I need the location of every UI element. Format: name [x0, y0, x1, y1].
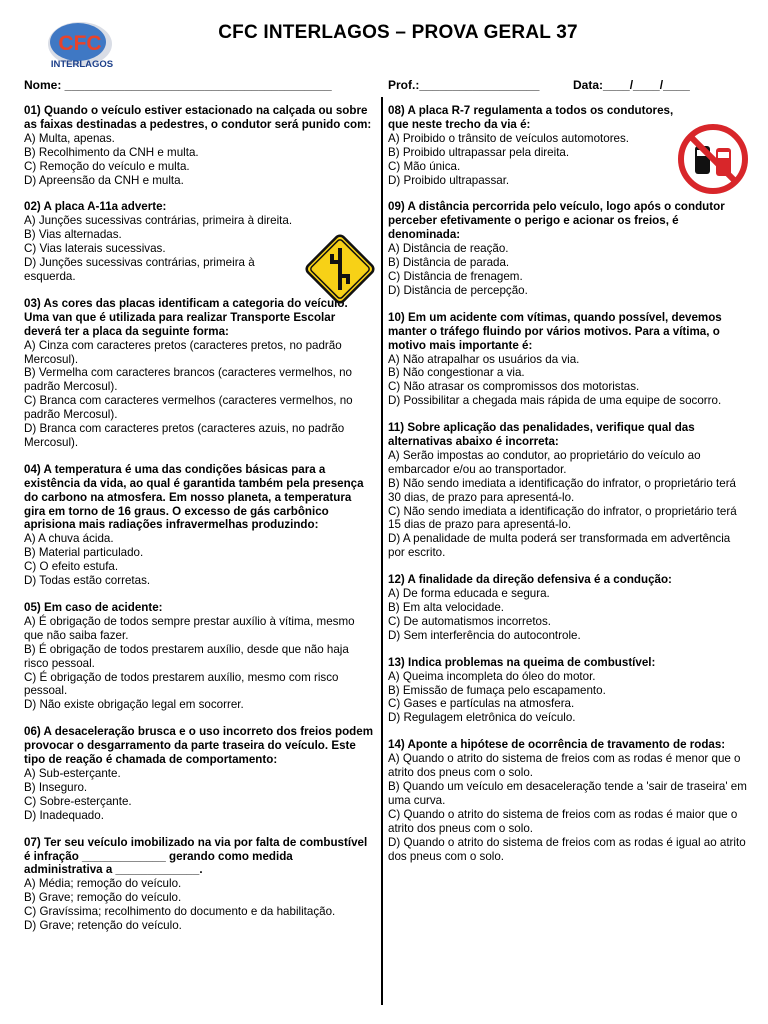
- option-c[interactable]: C) De automatismos incorretos.: [388, 614, 552, 628]
- question-stem: 12) A finalidade da direção defensiva é a condução:: [388, 573, 672, 587]
- option-b[interactable]: B) Distância de parada.: [388, 256, 510, 270]
- question-stem: 08) A placa R-7 regulamenta a todos os condutores, que neste trecho da via é:: [388, 104, 674, 131]
- option-d[interactable]: D) Distância de percepção.: [388, 283, 528, 297]
- question-stem: 11) Sobre aplicação das penalidades, verifique qual das alternativas abaixo é incorreta:: [388, 421, 695, 449]
- option-b[interactable]: B) Em alta velocidade.: [388, 601, 504, 614]
- option-a[interactable]: A) De forma educada e segura.: [388, 587, 550, 601]
- option-d[interactable]: D) Todas estão corretas.: [24, 574, 151, 588]
- question-09: [388, 200, 750, 297]
- option-d[interactable]: D) Regulagem eletrônica do veículo.: [388, 711, 576, 725]
- option-a[interactable]: A) Junções sucessivas contrárias, primeira à direita.: [24, 214, 293, 228]
- option-c[interactable]: C) Gravíssima; recolhimento do documento e da habilitação.: [24, 905, 336, 919]
- question-stem: 05) Em caso de acidente:: [24, 601, 163, 614]
- right-column: [388, 104, 750, 876]
- question-stem: 01) Quando o veículo estiver estacionado na calçada ou sobre as faixas destinadas a pedestres, o condutor será punido com:: [24, 104, 372, 131]
- option-a[interactable]: A) A chuva ácida.: [24, 532, 114, 546]
- option-d[interactable]: D) Inadequado.: [24, 808, 104, 822]
- option-a[interactable]: A) Proibido o trânsito de veículos automotores.: [388, 131, 630, 145]
- question-stem: 14) Aponte a hipótese de ocorrência de travamento de rodas:: [388, 738, 726, 752]
- question-13: [388, 656, 750, 726]
- question-10: [388, 311, 750, 408]
- option-a[interactable]: A) Distância de reação.: [388, 242, 509, 256]
- option-d[interactable]: D) Junções sucessivas contrárias, primeira à esquerda.: [24, 256, 255, 283]
- option-b[interactable]: B) Inseguro.: [24, 780, 88, 794]
- question-11: [388, 421, 750, 560]
- option-b[interactable]: B) Quando um veículo em desaceleração tende a 'sair de traseira' em uma curva.: [388, 779, 747, 807]
- option-c[interactable]: C) Quando o atrito do sistema de freios com as rodas é maior que o atrito dos pneus com o solo.: [388, 807, 738, 835]
- option-d[interactable]: D) Grave; retenção do veículo.: [24, 919, 182, 933]
- option-d[interactable]: D) Branca com caracteres pretos (caracteres azuis, no padrão Mercosul).: [24, 422, 345, 449]
- option-c[interactable]: C) O efeito estufa.: [24, 560, 119, 574]
- question-stem: 02) A placa A-11a adverte:: [24, 200, 167, 214]
- option-a[interactable]: A) É obrigação de todos sempre prestar auxílio à vítima, mesmo que não saiba fazer.: [24, 614, 355, 642]
- prof-field[interactable]: Prof.:__________________: [388, 78, 540, 92]
- question-12: [388, 573, 750, 643]
- option-b[interactable]: B) Vias alternadas.: [24, 228, 122, 242]
- option-c[interactable]: C) É obrigação de todos prestarem auxílio, mesmo com risco pessoal.: [24, 670, 339, 698]
- question-stem: 03) As cores das placas identificam a categoria do veículo. Uma van que é utilizada para realizar Transporte Escolar deverá ter a placa da seguinte forma:: [24, 296, 348, 338]
- option-d[interactable]: D) Não existe obrigação legal em socorrer.: [24, 698, 244, 712]
- no-overtaking-sign-r7-icon: [678, 124, 748, 194]
- option-c[interactable]: C) Gases e partículas na atmosfera.: [388, 697, 575, 711]
- logo-cfc-text: CFC: [58, 32, 102, 55]
- question-06: [24, 725, 374, 822]
- option-d[interactable]: D) Proibido ultrapassar.: [388, 173, 510, 187]
- option-c[interactable]: C) Distância de frenagem.: [388, 269, 523, 283]
- question-stem: 06) A desaceleração brusca e o uso incorreto dos freios podem provocar o desgarramento da parte traseira do veículo. Este tipo de reação é chamada de comportamento:: [24, 725, 374, 767]
- logo-interlagos-text: INTERLAGOS: [50, 59, 114, 70]
- option-a[interactable]: A) Quando o atrito do sistema de freios com as rodas é menor que o atrito dos pneus com o solo.: [388, 752, 741, 780]
- option-b[interactable]: B) Grave; remoção do veículo.: [24, 891, 182, 905]
- question-stem: 04) A temperatura é uma das condições básicas para a existência da vida, ao qual é garantida também pela presença do carbono na atmosfera. Em nosso planeta, a temperatura gira em torno de 16 graus. O excesso de gás carbônico aprisiona mais radiações infravermelhas produzindo:: [24, 462, 364, 532]
- option-c[interactable]: C) Não sendo imediata a identificação do infrator, o proprietário terá 15 dias de prazo para apresentá-lo.: [388, 504, 737, 532]
- option-a[interactable]: A) Não atrapalhar os usuários da via.: [388, 352, 580, 366]
- option-a[interactable]: A) Multa, apenas.: [24, 131, 115, 145]
- option-c[interactable]: C) Vias laterais sucessivas.: [24, 242, 166, 256]
- option-b[interactable]: B) Recolhimento da CNH e multa.: [24, 145, 199, 159]
- option-d[interactable]: D) Quando o atrito do sistema de freios com as rodas é igual ao atrito dos pneus com o solo.: [388, 835, 746, 863]
- option-d[interactable]: D) Possibilitar a chegada mais rápida de uma equipe de socorro.: [388, 394, 722, 408]
- option-a[interactable]: A) Serão impostas ao condutor, ao proprietário do veículo ao embarcador e/ou ao transportador.: [388, 448, 701, 476]
- option-c[interactable]: C) Não atrasar os compromissos dos motoristas.: [388, 380, 640, 394]
- option-b[interactable]: B) Não sendo imediata a identificação do infrator, o proprietário terá 30 dias, de prazo para apresentá-lo.: [388, 476, 737, 504]
- date-field[interactable]: Data:____/____/____: [573, 78, 690, 92]
- warning-sign-a11a-icon: [303, 232, 377, 306]
- question-03: [24, 297, 374, 450]
- option-b[interactable]: B) Vermelha com caracteres brancos (caracteres vermelhos, no padrão Mercosul).: [24, 366, 352, 394]
- option-d[interactable]: D) Apreensão da CNH e multa.: [24, 173, 184, 187]
- question-stem: 10) Em um acidente com vítimas, quando possível, devemos manter o tráfego fluindo por vários motivos. Para a vítima, o motivo mais importante é:: [388, 310, 722, 352]
- option-a[interactable]: A) Média; remoção do veículo.: [24, 877, 182, 891]
- option-b[interactable]: B) Material particulado.: [24, 546, 144, 560]
- option-c[interactable]: C) Mão única.: [388, 159, 461, 173]
- option-d[interactable]: D) A penalidade de multa poderá ser transformada em advertência por escrito.: [388, 532, 731, 560]
- option-b[interactable]: B) Emissão de fumaça pelo escapamento.: [388, 683, 606, 697]
- page-title: CFC INTERLAGOS – PROVA GERAL 37: [218, 22, 578, 43]
- option-d[interactable]: D) Sem interferência do autocontrole.: [388, 628, 581, 642]
- option-c[interactable]: C) Branca com caracteres vermelhos (caracteres vermelhos, no padrão Mercosul).: [24, 394, 353, 422]
- option-a[interactable]: A) Cinza com caracteres pretos (caracteres pretos, no padrão Mercosul).: [24, 338, 342, 366]
- column-divider: [381, 97, 383, 1005]
- question-14: [388, 738, 750, 863]
- question-07: [24, 836, 374, 933]
- option-b[interactable]: B) Não congestionar a via.: [388, 366, 525, 380]
- question-stem: 09) A distância percorrida pelo veículo, logo após o condutor perceber efetivamente o perigo e acionar os freios, é denominada:: [388, 200, 725, 242]
- question-04: [24, 463, 374, 588]
- question-05: [24, 601, 374, 712]
- option-a[interactable]: A) Sub-esterçante.: [24, 766, 121, 780]
- question-01: [24, 104, 374, 187]
- left-column: [24, 104, 374, 946]
- name-field[interactable]: Nome: ________________________________________: [24, 78, 332, 92]
- question-stem: 07) Ter seu veículo imobilizado na via por falta de combustível é infração _____________ gerando como medida administrativa a _____________.: [24, 835, 368, 877]
- option-c[interactable]: C) Sobre-esterçante.: [24, 794, 132, 808]
- option-b[interactable]: B) É obrigação de todos prestarem auxílio, desde que não haja risco pessoal.: [24, 642, 349, 670]
- question-stem: 13) Indica problemas na queima de combustível:: [388, 655, 656, 669]
- option-b[interactable]: B) Proibido ultrapassar pela direita.: [388, 145, 570, 159]
- option-c[interactable]: C) Remoção do veículo e multa.: [24, 159, 190, 173]
- option-a[interactable]: A) Queima incompleta do óleo do motor.: [388, 669, 596, 683]
